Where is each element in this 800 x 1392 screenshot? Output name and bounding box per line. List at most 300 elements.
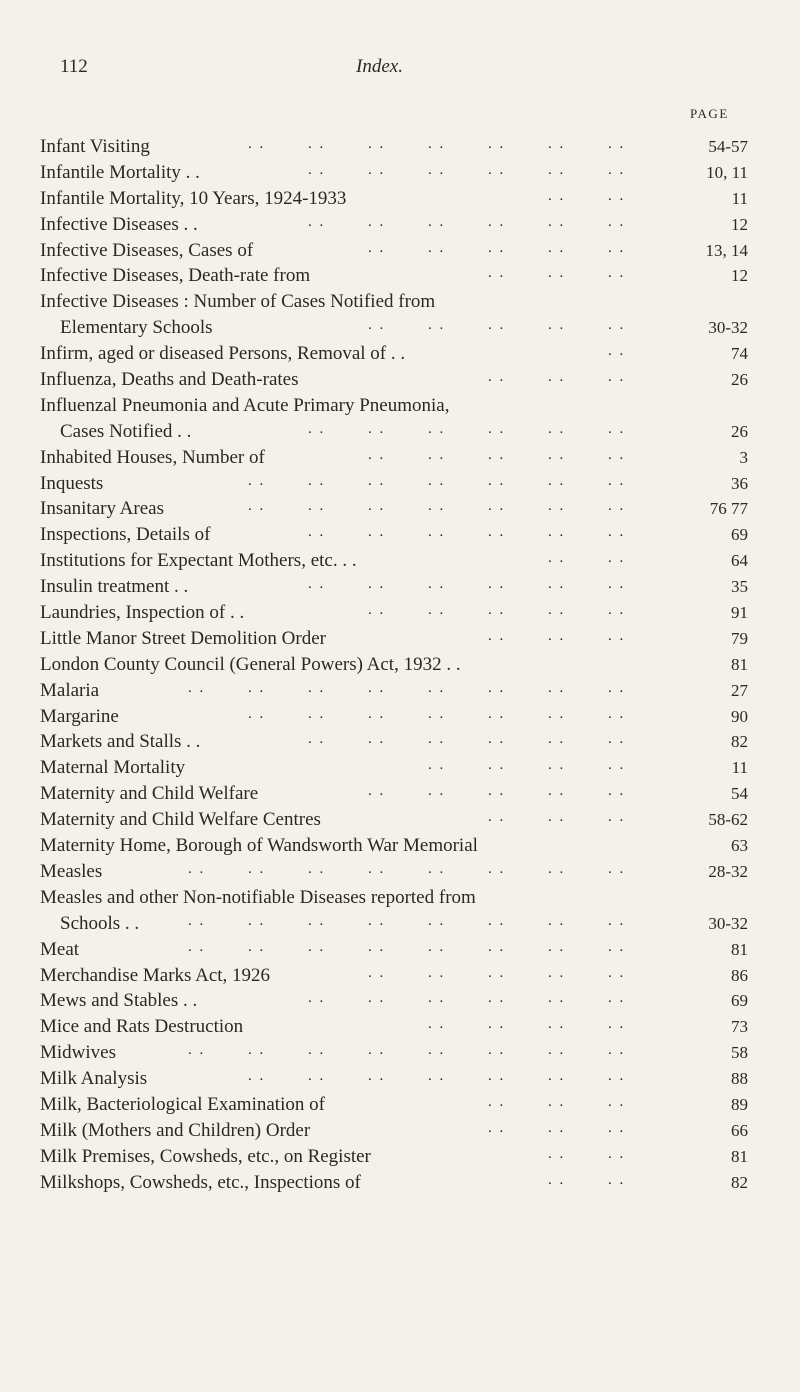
leader-dot: . . [428, 576, 446, 593]
leader-dot: . . [608, 369, 626, 386]
leader-dot: . . [428, 731, 446, 748]
leader-dot: . . [428, 757, 446, 774]
leader-dot: . . [608, 213, 626, 230]
leader-dot: . . [608, 576, 626, 593]
leader-dot: . . [308, 472, 326, 489]
page-header [60, 56, 460, 86]
entry-title: Inquests [40, 472, 104, 494]
leader-dot: . . [608, 524, 626, 541]
leader-dot: . . [308, 498, 326, 515]
index-entry [0, 471, 800, 497]
index-entry [0, 522, 800, 548]
leader-dot: . . [488, 498, 506, 515]
entry-title: Influenzal Pneumonia and Acute Primary Pneumonia, [40, 394, 450, 416]
leader-dot: . . [548, 860, 566, 877]
entry-page-ref: 63 [731, 836, 748, 856]
leader-dot: . . [308, 420, 326, 437]
leader-dot: . . [548, 627, 566, 644]
leader-dot: . . [608, 343, 626, 360]
index-entry [0, 160, 800, 186]
leader-dot: . . [248, 705, 266, 722]
leader-dot: . . [488, 783, 506, 800]
leader-dot: . . [548, 912, 566, 929]
entry-title: Maternal Mortality [40, 757, 186, 779]
leader-dot: . . [488, 265, 506, 282]
entry-title: Maternity and Child Welfare Centres [40, 809, 321, 831]
leader-dot: . . [368, 213, 386, 230]
leader-dot: . . [608, 731, 626, 748]
leader-dot: . . [608, 1145, 626, 1162]
leader-dot: . . [428, 317, 446, 334]
entry-page-ref: 54 [731, 784, 748, 804]
leader-dot: . . [308, 731, 326, 748]
entry-page-ref: 89 [731, 1094, 748, 1114]
leader-dot: . . [308, 161, 326, 178]
leader-dot: . . [368, 602, 386, 619]
index-entry [0, 937, 800, 963]
index-entry [0, 548, 800, 574]
entry-title: Mice and Rats Destruction [40, 1016, 244, 1038]
index-entry [0, 807, 800, 833]
index-entry [0, 263, 800, 289]
leader-dot: . . [608, 136, 626, 152]
index-entry [0, 1014, 800, 1040]
entry-title: Mews and Stables . . [40, 990, 198, 1012]
leader-dot: . . [608, 757, 626, 774]
index-entry [0, 988, 800, 1014]
entry-page-ref: 12 [731, 214, 748, 234]
leader-dot: . . [488, 1042, 506, 1059]
entry-page-ref: 11 [731, 758, 748, 778]
leader-dot: . . [488, 136, 506, 152]
index-entry [0, 626, 800, 652]
leader-dot: . . [428, 705, 446, 722]
entry-title: Infective Diseases, Cases of [40, 239, 254, 261]
leader-dot: . . [308, 705, 326, 722]
entry-title: Milkshops, Cowsheds, etc., Inspections of [40, 1171, 361, 1193]
entry-title: Maternity Home, Borough of Wandsworth War Memorial [40, 835, 478, 857]
index-entry [0, 419, 800, 445]
leader-dot: . . [548, 161, 566, 178]
entry-page-ref: 30-32 [708, 318, 748, 338]
leader-dot: . . [608, 1119, 626, 1136]
leader-dot: . . [548, 524, 566, 541]
entry-page-ref: 13, 14 [705, 240, 748, 260]
leader-dot: . . [368, 783, 386, 800]
leader-dot: . . [428, 990, 446, 1007]
index-entry [0, 1040, 800, 1066]
leader-dot: . . [548, 576, 566, 593]
index-entry [0, 1144, 800, 1170]
leader-dot: . . [428, 420, 446, 437]
index-entry [0, 212, 800, 238]
leader-dot: . . [308, 136, 326, 152]
entry-title: Schools . . [60, 912, 140, 934]
leader-dot: . . [608, 550, 626, 567]
entry-title: Infant Visiting [40, 136, 150, 157]
entry-title: Infective Diseases : Number of Cases Notified from [40, 291, 436, 313]
leader-dot: . . [428, 783, 446, 800]
leader-dot: . . [608, 472, 626, 489]
leader-dot: . . [488, 627, 506, 644]
entry-page-ref: 54-57 [708, 137, 748, 156]
leader-dot: . . [488, 317, 506, 334]
entry-title: Maternity and Child Welfare [40, 783, 259, 805]
leader-dot: . . [488, 912, 506, 929]
leader-dot: . . [368, 420, 386, 437]
entry-page-ref: 88 [731, 1069, 748, 1089]
leader-dot: . . [488, 731, 506, 748]
leader-dot: . . [488, 705, 506, 722]
entry-page-ref: 91 [731, 603, 748, 623]
leader-dot: . . [548, 809, 566, 826]
leader-dot: . . [608, 265, 626, 282]
entry-title: Inhabited Houses, Number of [40, 446, 265, 468]
entry-title: Milk, Bacteriological Examination of [40, 1093, 325, 1115]
entry-page-ref: 73 [731, 1017, 748, 1037]
leader-dot: . . [428, 498, 446, 515]
leader-dot: . . [368, 964, 386, 981]
leader-dot: . . [368, 498, 386, 515]
leader-dot: . . [488, 576, 506, 593]
leader-dot: . . [488, 524, 506, 541]
leader-dot: . . [368, 317, 386, 334]
leader-dot: . . [428, 213, 446, 230]
entry-page-ref: 12 [731, 266, 748, 286]
leader-dot: . . [248, 679, 266, 696]
entry-page-ref: 36 [731, 473, 748, 493]
leader-dot: . . [548, 550, 566, 567]
entry-title: Infirm, aged or diseased Persons, Removal of . . [40, 343, 406, 365]
leader-dot: . . [548, 731, 566, 748]
leader-dot: . . [308, 912, 326, 929]
entry-page-ref: 30-32 [708, 913, 748, 933]
entry-page-ref: 64 [731, 551, 748, 571]
index-entry [0, 600, 800, 626]
leader-dot: . . [488, 964, 506, 981]
leader-dot: . . [368, 860, 386, 877]
leader-dot: . . [368, 679, 386, 696]
entry-page-ref: 10, 11 [706, 162, 748, 182]
index-entry [0, 574, 800, 600]
leader-dot: . . [248, 860, 266, 877]
entry-title: Malaria [40, 679, 100, 701]
index-entry [0, 885, 800, 911]
entry-page-ref: 81 [731, 1146, 748, 1166]
index-entry [0, 859, 800, 885]
entry-title: Inspections, Details of [40, 524, 211, 546]
leader-dot: . . [428, 1042, 446, 1059]
index-entry [0, 833, 800, 859]
index-entry [0, 781, 800, 807]
leader-dot: . . [368, 1068, 386, 1085]
entry-page-ref: 82 [731, 732, 748, 752]
leader-dot: . . [608, 990, 626, 1007]
entry-page-ref: 66 [731, 1120, 748, 1140]
leader-dot: . . [488, 1119, 506, 1136]
leader-dot: . . [428, 912, 446, 929]
entry-page-ref: 90 [731, 706, 748, 726]
leader-dot: . . [368, 576, 386, 593]
leader-dot: . . [368, 446, 386, 463]
leader-dot: . . [548, 1145, 566, 1162]
index-entry [0, 289, 800, 315]
entry-page-ref: 27 [731, 680, 748, 700]
entry-page-ref: 69 [731, 991, 748, 1011]
index-entry [0, 341, 800, 367]
leader-dot: . . [608, 964, 626, 981]
entry-title: Infective Diseases, Death-rate from [40, 265, 311, 287]
index-entry [0, 1118, 800, 1144]
entry-title: Little Manor Street Demolition Order [40, 627, 326, 649]
entry-page-ref: 76 77 [709, 499, 748, 519]
leader-dot: . . [248, 498, 266, 515]
entry-page-ref: 11 [731, 188, 748, 208]
leader-dot: . . [608, 1042, 626, 1059]
leader-dot: . . [248, 1042, 266, 1059]
entry-page-ref: 3 [739, 447, 748, 467]
leader-dot: . . [308, 938, 326, 955]
leader-dot: . . [308, 990, 326, 1007]
entry-title: Measles [40, 860, 103, 882]
leader-dot: . . [248, 136, 266, 152]
leader-dot: . . [608, 602, 626, 619]
leader-dot: . . [488, 602, 506, 619]
leader-dot: . . [548, 964, 566, 981]
leader-dot: . . [368, 912, 386, 929]
leader-dot: . . [608, 783, 626, 800]
leader-dot: . . [548, 757, 566, 774]
leader-dot: . . [308, 1068, 326, 1085]
leader-dot: . . [608, 705, 626, 722]
entry-title: Infantile Mortality, 10 Years, 1924-1933 [40, 187, 347, 209]
leader-dot: . . [608, 1068, 626, 1085]
leader-dot: . . [548, 136, 566, 152]
leader-dot: . . [608, 860, 626, 877]
leader-dot: . . [608, 938, 626, 955]
leader-dot: . . [548, 1016, 566, 1033]
index-entry [0, 1170, 800, 1196]
page-column-heading: PAGE [690, 106, 729, 121]
index-entry [0, 367, 800, 393]
leader-dot: . . [188, 679, 206, 696]
entry-title: Infantile Mortality . . [40, 161, 200, 183]
leader-dot: . . [548, 783, 566, 800]
index-entry [0, 911, 800, 937]
leader-dot: . . [548, 446, 566, 463]
entry-title: London County Council (General Powers) Act, 1932 . . [40, 653, 461, 675]
leader-dot: . . [368, 239, 386, 256]
leader-dot: . . [368, 161, 386, 178]
entry-page-ref: 81 [731, 939, 748, 959]
entry-title: Margarine [40, 705, 119, 727]
index-entries [0, 134, 800, 1196]
leader-dot: . . [608, 1016, 626, 1033]
leader-dot: . . [548, 1171, 566, 1188]
leader-dot: . . [188, 860, 206, 877]
leader-dot: . . [488, 472, 506, 489]
leader-dot: . . [488, 161, 506, 178]
leader-dot: . . [548, 938, 566, 955]
leader-dot: . . [548, 679, 566, 696]
leader-dot: . . [248, 472, 266, 489]
leader-dot: . . [488, 1016, 506, 1033]
leader-dot: . . [248, 1068, 266, 1085]
leader-dot: . . [488, 809, 506, 826]
leader-dot: . . [428, 938, 446, 955]
leader-dot: . . [548, 187, 566, 204]
leader-dot: . . [308, 679, 326, 696]
leader-dot: . . [428, 446, 446, 463]
leader-dot: . . [488, 420, 506, 437]
leader-dot: . . [548, 498, 566, 515]
leader-dot: . . [308, 1042, 326, 1059]
entry-title: Influenza, Deaths and Death-rates [40, 369, 299, 391]
leader-dot: . . [428, 524, 446, 541]
leader-dot: . . [608, 627, 626, 644]
leader-dot: . . [308, 576, 326, 593]
leader-dot: . . [548, 1093, 566, 1110]
leader-dot: . . [548, 1042, 566, 1059]
entry-page-ref: 58-62 [708, 810, 748, 830]
leader-dot: . . [368, 472, 386, 489]
entry-title: Milk (Mothers and Children) Order [40, 1119, 311, 1141]
leader-dot: . . [548, 1119, 566, 1136]
entry-title: Meat [40, 938, 80, 960]
entry-page-ref: 74 [731, 344, 748, 364]
leader-dot: . . [488, 938, 506, 955]
leader-dot: . . [608, 809, 626, 826]
entry-page-ref: 81 [731, 654, 748, 674]
leader-dot: . . [608, 498, 626, 515]
leader-dot: . . [428, 679, 446, 696]
leader-dot: . . [488, 1093, 506, 1110]
leader-dot: . . [488, 369, 506, 386]
entry-title: Elementary Schools [60, 317, 213, 339]
leader-dot: . . [548, 990, 566, 1007]
index-entry [0, 1066, 800, 1092]
leader-dot: . . [488, 860, 506, 877]
leader-dot: . . [188, 938, 206, 955]
leader-dot: . . [548, 239, 566, 256]
leader-dot: . . [308, 213, 326, 230]
page-number: 112 [60, 56, 88, 77]
leader-dot: . . [428, 964, 446, 981]
index-entry [0, 134, 800, 160]
entry-title: Merchandise Marks Act, 1926 [40, 964, 271, 986]
leader-dot: . . [428, 1016, 446, 1033]
entry-title: Milk Premises, Cowsheds, etc., on Register [40, 1145, 371, 1167]
leader-dot: . . [608, 317, 626, 334]
leader-dot: . . [428, 472, 446, 489]
leader-dot: . . [428, 136, 446, 152]
leader-dot: . . [488, 679, 506, 696]
leader-dot: . . [548, 705, 566, 722]
index-entry [0, 496, 800, 522]
leader-dot: . . [488, 990, 506, 1007]
leader-dot: . . [548, 420, 566, 437]
leader-dot: . . [368, 990, 386, 1007]
leader-dot: . . [428, 239, 446, 256]
page-title: Index. [356, 56, 403, 77]
leader-dot: . . [608, 161, 626, 178]
leader-dot: . . [368, 1042, 386, 1059]
leader-dot: . . [608, 239, 626, 256]
leader-dot: . . [488, 239, 506, 256]
entry-title: Cases Notified . . [60, 420, 192, 442]
leader-dot: . . [368, 136, 386, 152]
index-entry [0, 445, 800, 471]
entry-page-ref: 26 [731, 370, 748, 390]
entry-page-ref: 28-32 [708, 861, 748, 881]
leader-dot: . . [548, 369, 566, 386]
index-entry [0, 1092, 800, 1118]
entry-page-ref: 86 [731, 965, 748, 985]
leader-dot: . . [308, 860, 326, 877]
leader-dot: . . [548, 213, 566, 230]
leader-dot: . . [188, 912, 206, 929]
leader-dot: . . [488, 1068, 506, 1085]
entry-page-ref: 69 [731, 525, 748, 545]
leader-dot: . . [488, 757, 506, 774]
index-entry [0, 315, 800, 341]
index-entry [0, 729, 800, 755]
leader-dot: . . [368, 524, 386, 541]
leader-dot: . . [188, 1042, 206, 1059]
leader-dot: . . [608, 912, 626, 929]
leader-dot: . . [488, 213, 506, 230]
entry-page-ref: 82 [731, 1172, 748, 1192]
entry-page-ref: 79 [731, 628, 748, 648]
leader-dot: . . [548, 1068, 566, 1085]
leader-dot: . . [308, 524, 326, 541]
leader-dot: . . [608, 679, 626, 696]
entry-title: Measles and other Non-notifiable Diseases reported from [40, 886, 476, 908]
entry-title: Infective Diseases . . [40, 213, 198, 235]
entry-page-ref: 58 [731, 1043, 748, 1063]
leader-dot: . . [488, 446, 506, 463]
index-entry [0, 704, 800, 730]
entry-title: Institutions for Expectant Mothers, etc. . . [40, 550, 357, 572]
leader-dot: . . [428, 161, 446, 178]
index-entry [0, 186, 800, 212]
entry-page-ref: 26 [731, 421, 748, 441]
index-entry [0, 393, 800, 419]
entry-title: Laundries, Inspection of . . [40, 602, 245, 624]
leader-dot: . . [608, 187, 626, 204]
leader-dot: . . [548, 472, 566, 489]
leader-dot: . . [608, 420, 626, 437]
index-entry [0, 963, 800, 989]
leader-dot: . . [248, 938, 266, 955]
entry-title: Insanitary Areas [40, 498, 164, 520]
leader-dots [0, 937, 640, 963]
leader-dot: . . [548, 317, 566, 334]
leader-dot: . . [368, 938, 386, 955]
index-entry [0, 755, 800, 781]
leader-dot: . . [368, 705, 386, 722]
index-entry [0, 238, 800, 264]
leader-dot: . . [428, 602, 446, 619]
entry-title: Milk Analysis [40, 1068, 148, 1090]
leader-dot: . . [248, 912, 266, 929]
entry-title: Midwives [40, 1042, 116, 1064]
leader-dot: . . [548, 265, 566, 282]
leader-dot: . . [608, 446, 626, 463]
index-entry [0, 652, 800, 678]
leader-dot: . . [428, 1068, 446, 1085]
entry-title: Insulin treatment . . [40, 576, 189, 598]
